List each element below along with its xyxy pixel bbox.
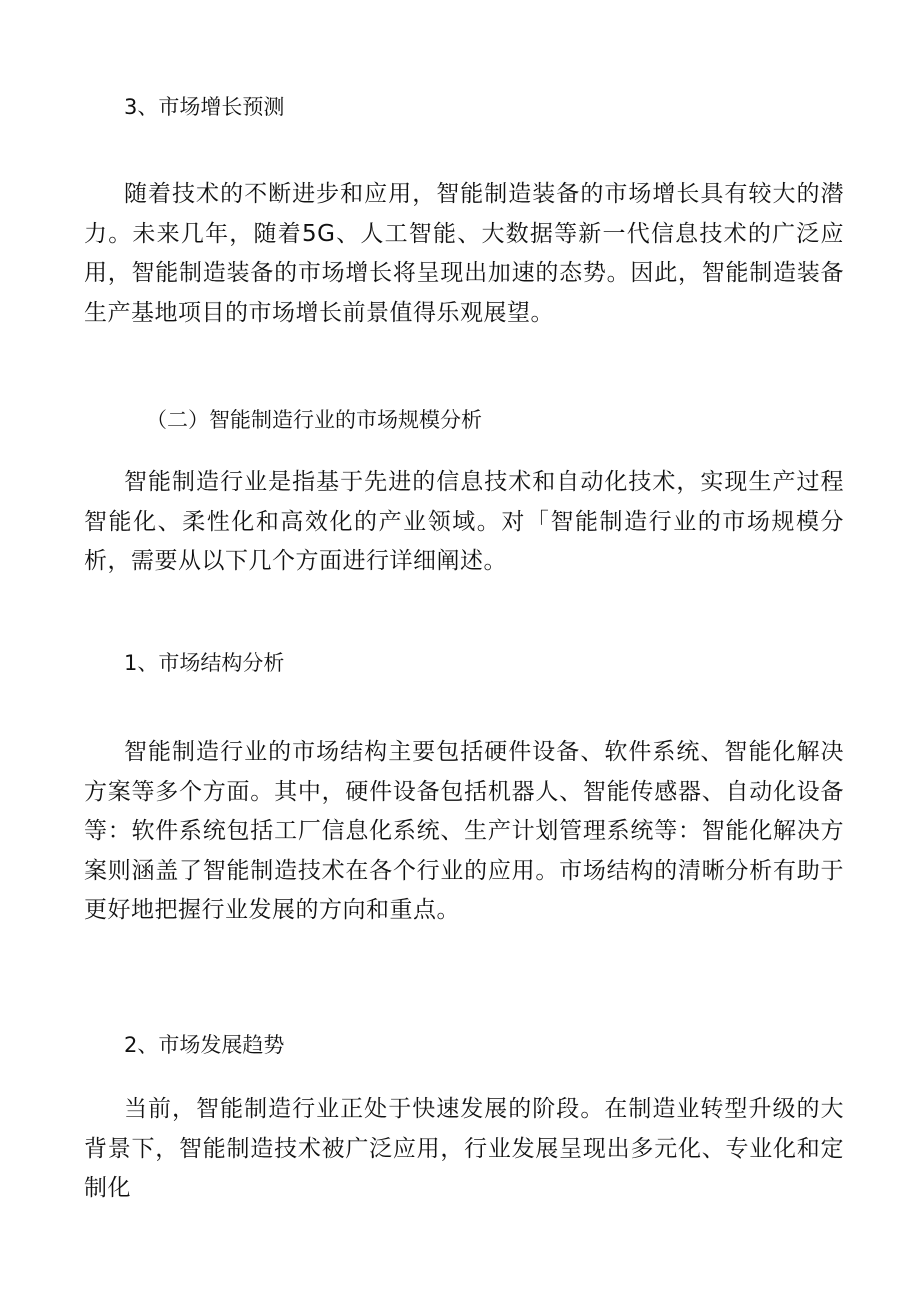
section-heading-market-structure: 1、市场结构分析 (124, 651, 285, 675)
paragraph-market-structure: 智能制造行业的市场结构主要包括硬件设备、软件系统、智能化解决方案等多个方面。其中，硬件设备包括机器人、智能传感器、自动化设备等：软件系统包括工厂信息化系统、生产计划管理系统等：智能化解决方案则涵盖了智能制造技术在各个行业的应用。市场结构的清晰分析有助于更好地把握行业发展的方向和重点。 (84, 739, 844, 923)
section-heading-market-growth-forecast: 3、市场增长预测 (124, 95, 285, 119)
section-heading-market-trend: 2、市场发展趋势 (124, 1033, 285, 1057)
paragraph-market-growth-forecast: 随着技术的不断进步和应用，智能制造装备的市场增长具有较大的潜力。未来几年，随着5G、人工智能、大数据等新一代信息技术的广泛应用，智能制造装备的市场增长将呈现出加速的态势。因此，智能制造装备生产基地项目的市场增长前景值得乐观展望。 (84, 181, 844, 326)
part-heading-market-size-analysis: （二）智能制造行业的市场规模分析 (146, 408, 482, 432)
paragraph-market-trend: 当前，智能制造行业正处于快速发展的阶段。在制造业转型升级的大背景下，智能制造技术被广泛应用，行业发展呈现出多元化、专业化和定制化 (84, 1096, 844, 1201)
paragraph-market-size-analysis: 智能制造行业是指基于先进的信息技术和自动化技术，实现生产过程智能化、柔性化和高效化的产业领域。对「智能制造行业的市场规模分析，需要从以下几个方面进行详细阐述。 (84, 469, 844, 574)
